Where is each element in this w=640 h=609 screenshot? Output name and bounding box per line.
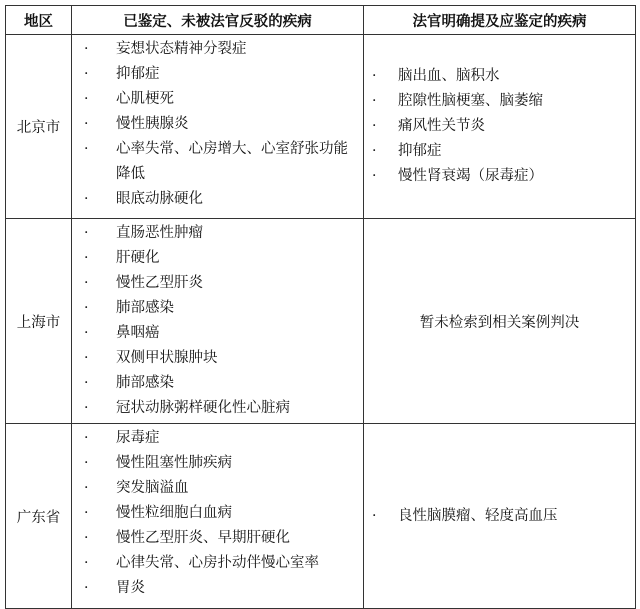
list-item: · 慢性乙型肝炎 [72, 271, 363, 296]
disease-table [5, 5, 636, 609]
list-item: · 心律失常、心房扑动伴慢心室率 [72, 551, 363, 576]
list-item: · 妄想状态精神分裂症 [72, 37, 363, 62]
list-item: · 肺部感染 [72, 371, 363, 396]
header-accepted: 已鉴定、未被法官反驳的疾病 [72, 6, 364, 35]
list-item: · 慢性粒细胞白血病 [72, 501, 363, 526]
table-row [6, 219, 636, 424]
list-item: · 抑郁症 [72, 62, 363, 87]
mentioned-cell [364, 35, 636, 219]
list-item: · 腔隙性脑梗塞、脑萎缩 [364, 89, 635, 114]
accepted-cell [72, 219, 364, 424]
header-row [6, 6, 636, 35]
header-region: 地区 [6, 6, 72, 35]
accepted-list [72, 219, 363, 423]
accepted-list [72, 424, 363, 603]
mentioned-list [364, 62, 635, 191]
list-item: · 冠状动脉粥样硬化性心脏病 [72, 396, 363, 421]
region-cell: 广东省 [6, 424, 72, 609]
region-cell: 上海市 [6, 219, 72, 424]
list-item: · 直肠恶性肿瘤 [72, 221, 363, 246]
list-item: · 抑郁症 [364, 139, 635, 164]
list-item: · 脑出血、脑积水 [364, 64, 635, 89]
list-item: · 肺部感染 [72, 296, 363, 321]
list-item: · 尿毒症 [72, 426, 363, 451]
mentioned-cell [364, 424, 636, 609]
list-item: · 肝硬化 [72, 246, 363, 271]
region-cell: 北京市 [6, 35, 72, 219]
list-item: · 慢性乙型肝炎、早期肝硬化 [72, 526, 363, 551]
accepted-cell [72, 35, 364, 219]
mentioned-note: 暂未检索到相关案例判决 [364, 219, 636, 424]
list-item: · 双侧甲状腺肿块 [72, 346, 363, 371]
accepted-list [72, 35, 363, 214]
mentioned-list [364, 502, 635, 531]
list-item: · 心率失常、心房增大、心室舒张功能降低 [72, 137, 363, 187]
list-item: · 鼻咽癌 [72, 321, 363, 346]
header-mentioned: 法官明确提及应鉴定的疾病 [364, 6, 636, 35]
list-item: · 慢性肾衰竭（尿毒症） [364, 164, 635, 189]
list-item: · 心肌梗死 [72, 87, 363, 112]
list-item: · 慢性胰腺炎 [72, 112, 363, 137]
list-item: · 良性脑膜瘤、轻度高血压 [364, 504, 635, 529]
list-item: · 突发脑溢血 [72, 476, 363, 501]
table-row [6, 424, 636, 609]
list-item: · 眼底动脉硬化 [72, 187, 363, 212]
table-row [6, 35, 636, 219]
accepted-cell [72, 424, 364, 609]
list-item: · 痛风性关节炎 [364, 114, 635, 139]
list-item: · 胃炎 [72, 576, 363, 601]
list-item: · 慢性阻塞性肺疾病 [72, 451, 363, 476]
